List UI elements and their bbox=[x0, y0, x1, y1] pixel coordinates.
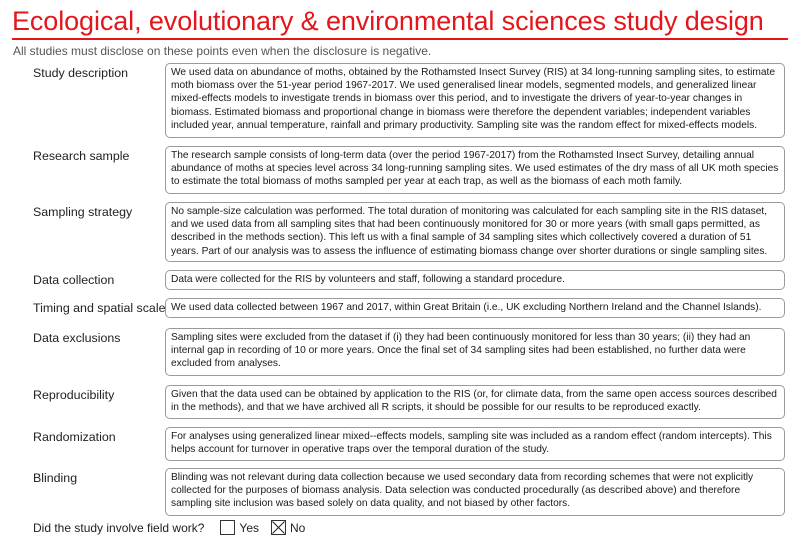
section-label: Blinding bbox=[33, 471, 78, 485]
section-label: Study description bbox=[33, 66, 129, 80]
section-text-box[interactable]: We used data on abundance of moths, obtained by the Rothamsted Insect Survey (RIS) at 34 long-running sampling sites, to estimate moth biomass over the 51-year period 1967-2017. We used generalised linear models, segmented models, and generalized linear mixed-effects models to investigate trends in biomass over this period, and to investigate the drivers of year-to-year changes in biomass. Estimated biomass and proportional change in biomass were therefore the dependent variables; independent variables included year, annual temperature, rainfall and primary productivity. Sampling site was the random effect for mixed-effects models. bbox=[165, 63, 785, 138]
yes-checkbox[interactable] bbox=[220, 520, 235, 535]
section-label: Sampling strategy bbox=[33, 205, 133, 219]
section-text-box[interactable]: Given that the data used can be obtained by application to the RIS (or, for climate data, from the same open access sources described in the methods), and that we have archived all R scripts, it should be possible for our results to be reproduced exactly. bbox=[165, 385, 785, 419]
section-text-box[interactable]: We used data collected between 1967 and 2017, within Great Britain (i.e., UK excluding Northern Ireland and the Channel Islands). bbox=[165, 298, 785, 318]
section-label: Timing and spatial scale bbox=[33, 301, 166, 315]
title-bar bbox=[12, 4, 788, 40]
no-label: No bbox=[290, 520, 306, 535]
section-label: Data exclusions bbox=[33, 331, 121, 345]
page-title: Ecological, evolutionary & environmental sciences study design bbox=[12, 6, 764, 36]
no-checkbox[interactable] bbox=[271, 520, 286, 535]
section-label: Randomization bbox=[33, 430, 116, 444]
fieldwork-question-row bbox=[33, 520, 305, 535]
section-label: Research sample bbox=[33, 149, 130, 163]
section-text-box[interactable]: Sampling sites were excluded from the dataset if (i) they had been continuously monitored for less than 30 years; (ii) they had an internal gap in recording of 10 or more years. Once the final set of 34 sampling sites had been established, no further data were excluded from analyses. bbox=[165, 328, 785, 376]
fieldwork-yes-option[interactable] bbox=[220, 520, 259, 535]
section-text-box[interactable]: Blinding was not relevant during data collection because we used secondary data from recording schemes that were not explicitly collected for the purposes of biomass analysis. Data selection was conducted procedurally (as described above) and therefore sampling site inclusion was based solely on data quality, and not biased by other factors. bbox=[165, 468, 785, 516]
yes-label: Yes bbox=[239, 520, 259, 535]
section-text-box[interactable]: No sample-size calculation was performed. The total duration of monitoring was calculated for each sampling site in the RIS dataset, and we used data from all sampling sites that had been continuously monitored for 30 or more years (with small gaps permitted, as described in the methods section). This left us with a final sample of 34 sampling sites which collectively covered a duration of 51 years. Part of our analysis was to assess the influence of estimating biomass change over shorter durations or single sampling sites. bbox=[165, 202, 785, 262]
fieldwork-no-option[interactable] bbox=[271, 520, 305, 535]
section-text-box[interactable]: The research sample consists of long-term data (over the period 1967-2017) from the Rothamsted Insect Survey, detailing annual abundance of moths at species level across 34 long-running sampling sites. We used estimates of the dry mass of all UK moth species to estimate the total biomass of moths sampled per year at each trap, as well as the biomass of each moth family. bbox=[165, 146, 785, 194]
section-label: Data collection bbox=[33, 273, 115, 287]
intro-text: All studies must disclose on these points even when the disclosure is negative. bbox=[13, 44, 432, 58]
section-label: Reproducibility bbox=[33, 388, 115, 402]
section-text-box[interactable]: For analyses using generalized linear mixed--effects models, sampling site was included as a random effect (random intercepts). This helps account for turnover in operative traps over the temporal duration of the study. bbox=[165, 427, 785, 461]
fieldwork-question: Did the study involve field work? bbox=[33, 520, 205, 535]
section-text-box[interactable]: Data were collected for the RIS by volunteers and staff, following a standard procedure. bbox=[165, 270, 785, 290]
